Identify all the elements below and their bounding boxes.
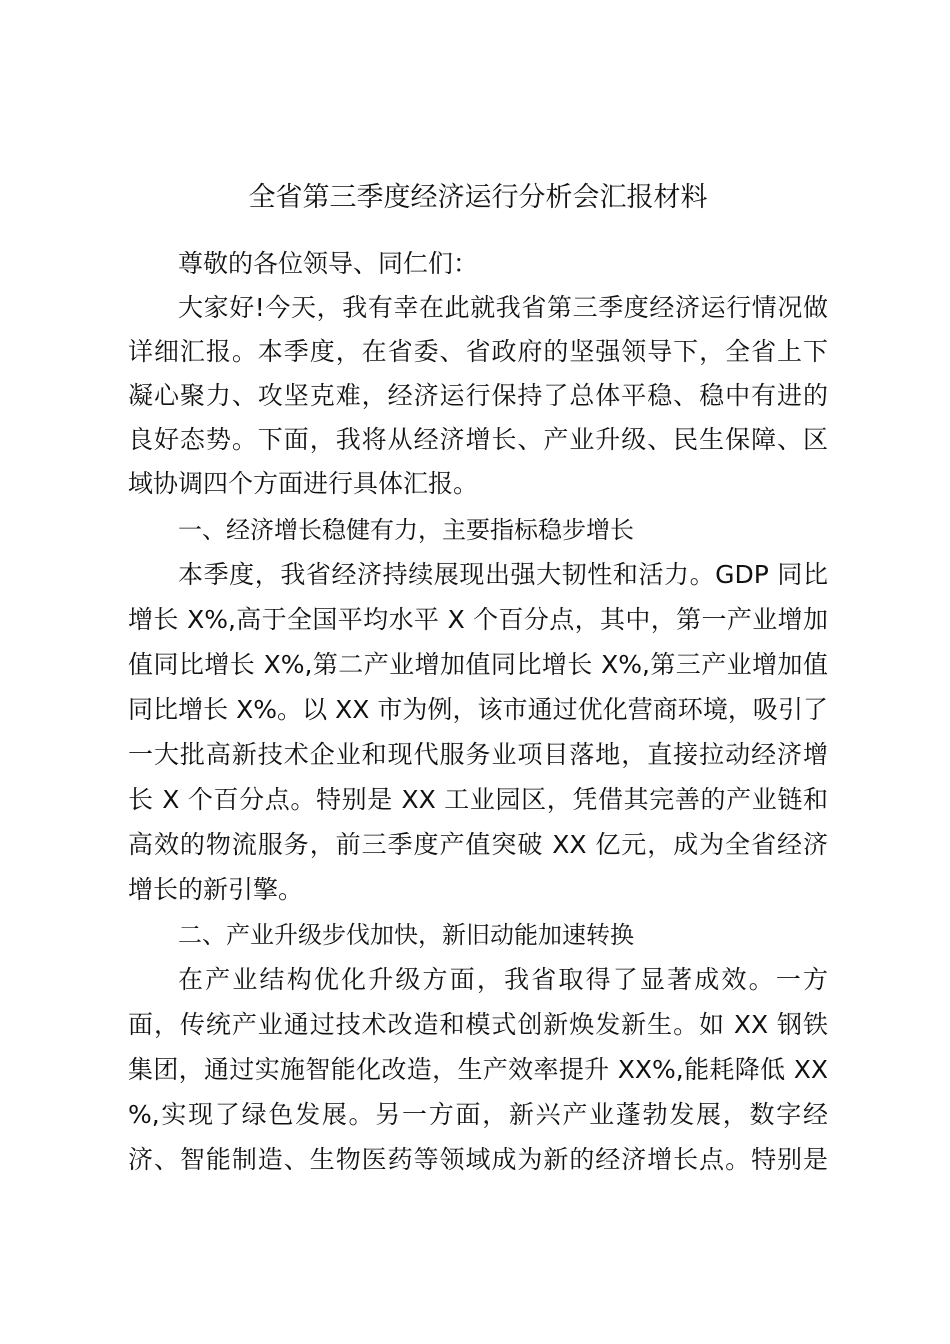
- paragraph-line: 高效的物流服务，前三季度产值突破 XX 亿元，成为全省经济: [128, 830, 828, 859]
- paragraph-line: 增长 X%,高于全国平均水平 X 个百分点，其中，第一产业增加: [128, 605, 828, 634]
- salutation: 尊敬的各位领导、同仁们：: [178, 249, 479, 278]
- section-heading-2: 二、产业升级步伐加快，新旧动能加速转换: [178, 921, 634, 949]
- paragraph-line: 增长的新引擎。: [128, 875, 304, 904]
- paragraph-line: 面，传统产业通过技术改造和模式创新焕发新生。如 XX 钢铁: [128, 1010, 828, 1039]
- paragraph-line: 长 X 个百分点。特别是 XX 工业园区，凭借其完善的产业链和: [128, 785, 828, 814]
- document-title: 全省第三季度经济运行分析会汇报材料: [248, 182, 708, 213]
- paragraph-line: 同比增长 X%。以 XX 市为例，该市通过优化营商环境，吸引了: [128, 695, 828, 724]
- paragraph-line: 详细汇报。本季度，在省委、省政府的坚强领导下，全省上下: [128, 337, 828, 366]
- paragraph-line: %,实现了绿色发展。另一方面，新兴产业蓬勃发展，数字经: [128, 1100, 828, 1129]
- section-heading-1: 一、经济增长稳健有力，主要指标稳步增长: [178, 516, 634, 544]
- paragraph-line: 一大批高新技术企业和现代服务业项目落地，直接拉动经济增: [128, 740, 828, 769]
- paragraph-line: 域协调四个方面进行具体汇报。: [128, 469, 479, 498]
- paragraph-line: 在产业结构优化升级方面，我省取得了显著成效。一方: [178, 965, 828, 994]
- paragraph-line: 济、智能制造、生物医药等领域成为新的经济增长点。特别是: [128, 1145, 828, 1174]
- paragraph-line: 值同比增长 X%,第二产业增加值同比增长 X%,第三产业增加值: [128, 650, 828, 679]
- paragraph-line: 本季度，我省经济持续展现出强大韧性和活力。GDP 同比: [178, 560, 828, 589]
- paragraph-line: 凝心聚力、攻坚克难，经济运行保持了总体平稳、稳中有进的: [128, 381, 828, 410]
- paragraph-line: 大家好!今天，我有幸在此就我省第三季度经济运行情况做: [178, 293, 828, 322]
- paragraph-line: 集团，通过实施智能化改造，生产效率提升 XX%,能耗降低 XX: [128, 1055, 828, 1084]
- paragraph-line: 良好态势。下面，我将从经济增长、产业升级、民生保障、区: [128, 425, 828, 454]
